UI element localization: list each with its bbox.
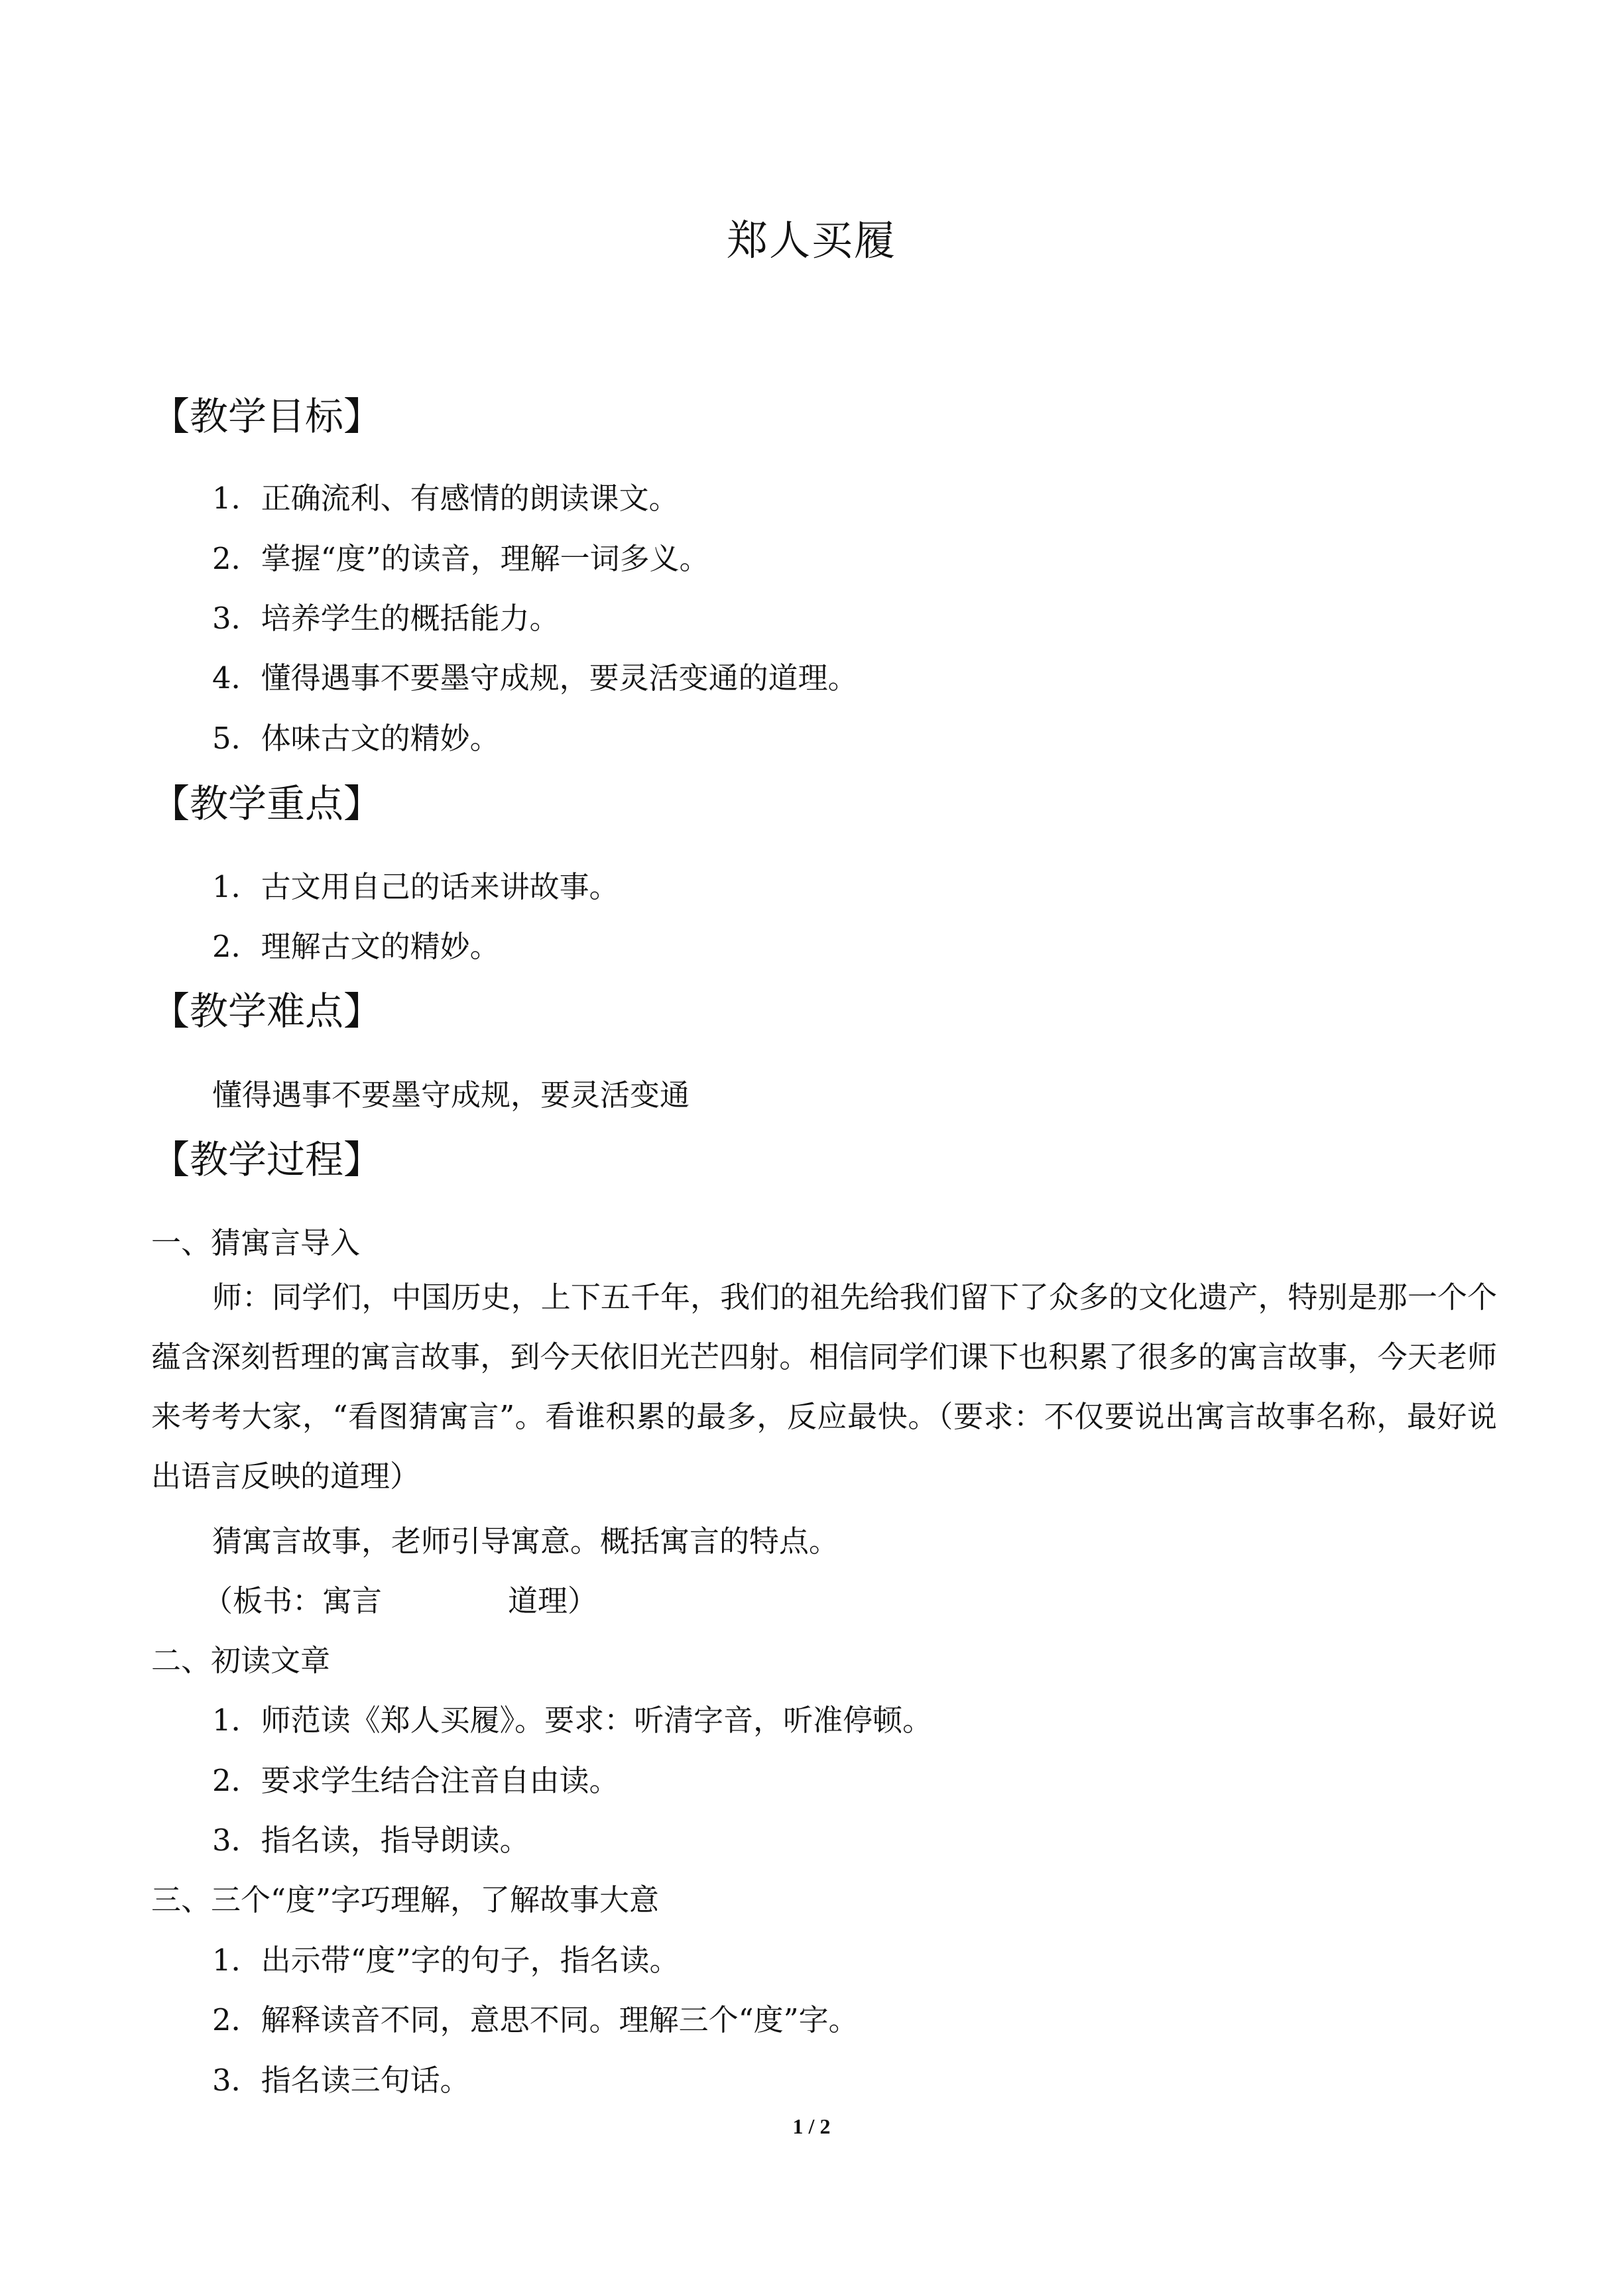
section-3-title: 三、三个“度”字巧理解，了解故事大意 (151, 1882, 660, 1917)
section-2-title: 二、初读文章 (151, 1643, 331, 1678)
difficulty-text: 懂得遇事不要墨守成规，要灵活变通 (212, 1077, 690, 1113)
heading-key-points: 【教学重点】 (151, 781, 383, 826)
goal-item: 1．正确流利、有感情的朗读课文。 (212, 481, 679, 516)
key-point-item: 1．古文用自己的话来讲故事。 (212, 869, 619, 904)
heading-teaching-process: 【教学过程】 (151, 1137, 383, 1182)
heading-difficulties: 【教学难点】 (151, 989, 383, 1034)
section-1-paragraph: 师：同学们，中国历史，上下五千年，我们的祖先给我们留下了众多的文化遗产，特别是那一个个蕴含深刻哲理的寓言故事，到今天依旧光芒四射。相信同学们课下也积累了很多的寓言故事，今天老师来考考大家，“看图猜寓言”。看谁积累的最多，反应最快。（要求：不仅要说出寓言故事名称，最好说出语言反映的道理） (151, 1280, 1497, 1494)
page-number: 1 / 2 (792, 2114, 831, 2138)
section-3-item: 2．解释读音不同，意思不同。理解三个“度”字。 (212, 2002, 859, 2037)
board-note-prefix: （板书：寓言 (203, 1583, 383, 1618)
goal-item: 4．懂得遇事不要墨守成规，要灵活变通的道理。 (212, 660, 858, 695)
section-2-item: 1．师范读《郑人买履》。要求：听清字音，听准停顿。 (212, 1703, 933, 1738)
section-1-title: 一、猜寓言导入 (151, 1225, 361, 1260)
key-point-item: 2．理解古文的精妙。 (212, 929, 500, 964)
document-title: 郑人买履 (726, 216, 896, 265)
heading-teaching-goals: 【教学目标】 (151, 394, 383, 439)
section-2-item: 3．指名读，指导朗读。 (212, 1823, 530, 1858)
goal-item: 2．掌握“度”的读音，理解一词多义。 (212, 541, 709, 576)
section-3-item: 3．指名读三句话。 (212, 2063, 470, 2098)
section-3-item: 1．出示带“度”字的句子，指名读。 (212, 1943, 680, 1978)
section-1-line: 猜寓言故事，老师引导寓意。概括寓言的特点。 (212, 1524, 839, 1559)
goal-item: 5．体味古文的精妙。 (212, 721, 500, 756)
section-2-item: 2．要求学生结合注音自由读。 (212, 1763, 619, 1798)
goal-item: 3．培养学生的概括能力。 (212, 601, 560, 636)
board-note-suffix: 道理） (508, 1583, 598, 1618)
board-note (203, 1580, 597, 1622)
